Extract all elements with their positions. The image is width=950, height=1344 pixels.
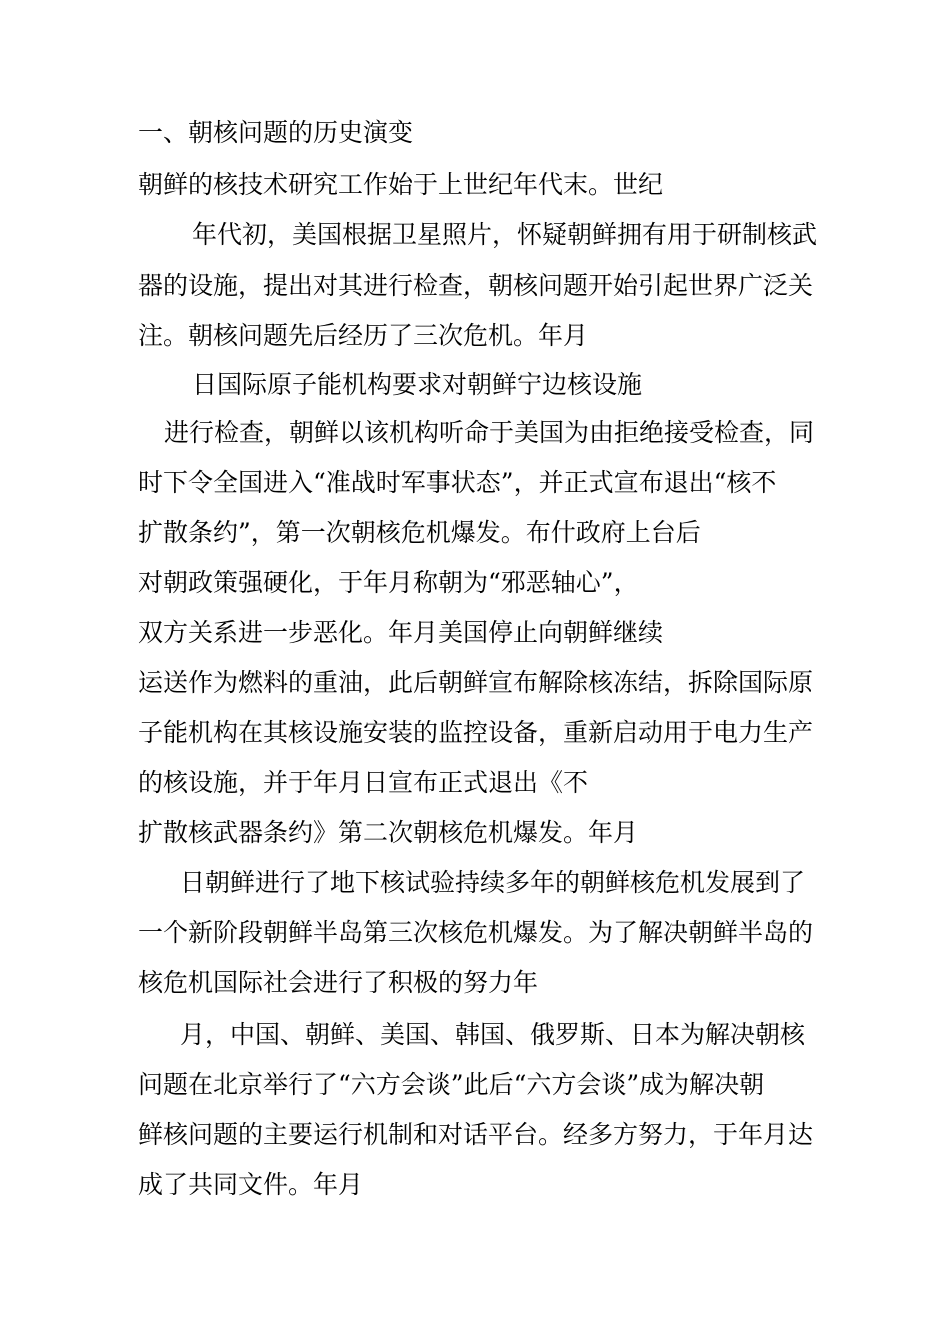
text-line: 扩散条约”，第一次朝核危机爆发。布什政府上台后 [138,518,701,547]
text-line: 进行检查，朝鲜以该机构听命于美国为由拒绝接受检查，同 [164,418,815,447]
text-line: 朝鲜的核技术研究工作始于上世纪年代末。世纪 [138,170,664,199]
text-line: 成了共同文件。年月 [138,1170,364,1199]
text-line: 时下令全国进入“准战时军事状态”，并正式宣布退出“核不 [138,468,777,497]
section-heading: 一、朝核问题的历史演变 [138,118,414,147]
text-line: 月，中国、朝鲜、美国、韩国、俄罗斯、日本为解决朝核 [180,1020,806,1049]
text-line: 运送作为燃料的重油，此后朝鲜宣布解除核冻结，拆除国际原 [138,668,814,697]
text-line: 一个新阶段朝鲜半岛第三次核危机爆发。为了解决朝鲜半岛的 [138,918,814,947]
text-line: 双方关系进一步恶化。年月美国停止向朝鲜继续 [138,618,664,647]
text-line: 核危机国际社会进行了积极的努力年 [138,968,539,997]
text-line: 注。朝核问题先后经历了三次危机。年月 [138,321,589,350]
text-line: 鲜核问题的主要运行机制和对话平台。经多方努力，于年月达 [138,1120,814,1149]
text-line: 日国际原子能机构要求对朝鲜宁边核设施 [192,370,643,399]
text-line: 扩散核武器条约》第二次朝核危机爆发。年月 [138,818,639,847]
text-line: 问题在北京举行了“六方会谈”此后“六方会谈”成为解决朝 [138,1070,765,1099]
text-line: 的核设施，并于年月日宣布正式退出《不 [138,768,589,797]
text-line: 年代初，美国根据卫星照片，怀疑朝鲜拥有用于研制核武 [192,220,818,249]
text-line: 器的设施，提出对其进行检查，朝核问题开始引起世界广泛关 [138,271,814,300]
text-line: 对朝政策强硬化，于年月称朝为“邪恶轴心”， [138,568,639,597]
text-line: 子能机构在其核设施安装的监控设备，重新启动用于电力生产 [138,718,814,747]
text-line: 日朝鲜进行了地下核试验持续多年的朝鲜核危机发展到了 [180,868,806,897]
